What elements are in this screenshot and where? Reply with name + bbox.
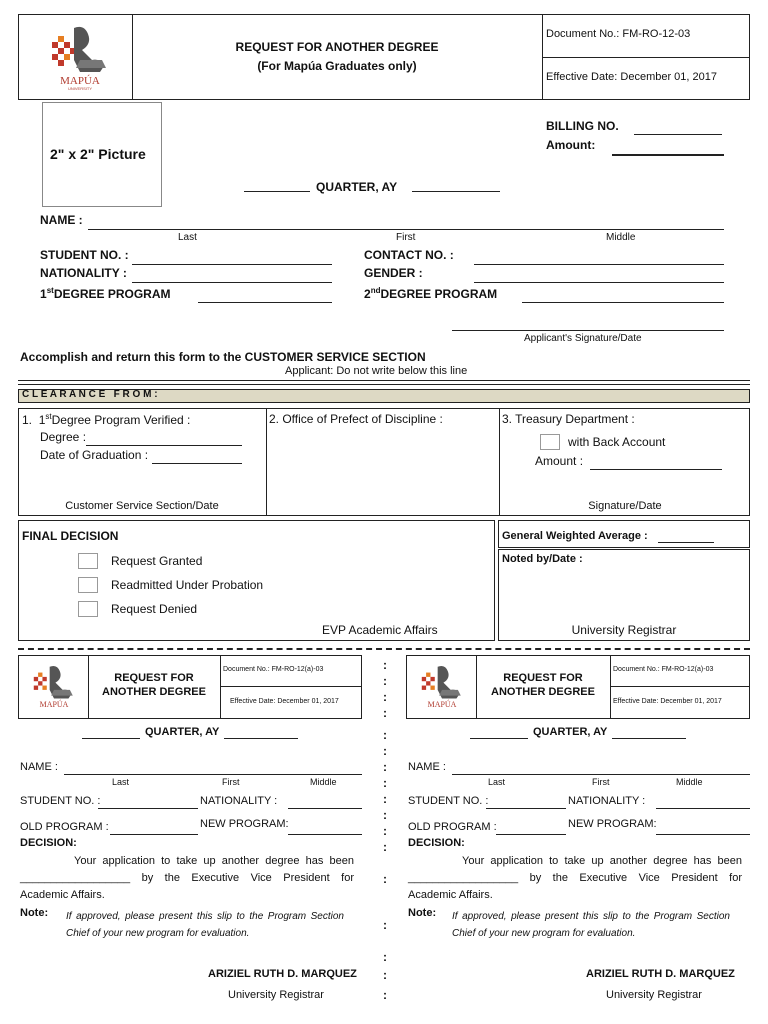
colon-sep-6: : [383, 744, 387, 758]
colon-sep-3: : [383, 690, 387, 704]
slip-left-student-no-label: STUDENT NO. : [20, 795, 101, 807]
degree-label: Degree : [40, 430, 87, 444]
first-degree-text: DEGREE PROGRAM [53, 287, 171, 301]
slip-right-registrar-name: ARIZIEL RUTH D. MARQUEZ [586, 968, 735, 980]
mapua-logo-icon [28, 660, 80, 714]
contact-no-field[interactable] [474, 264, 724, 265]
gender-field[interactable] [474, 282, 724, 283]
slip-left-note-label: Note: [20, 907, 49, 919]
slip-right-decision-label: DECISION: [408, 837, 465, 849]
slip-left-registrar-title: University Registrar [228, 989, 324, 1001]
colon-sep-10: : [383, 808, 387, 822]
clearance-1-title [22, 412, 190, 427]
gwa-field[interactable] [658, 542, 714, 543]
slip-right-note: If approved, please present this slip to the Program Section Chief of your new program for evaluation. [452, 911, 730, 939]
slip-left-new-program-label: NEW PROGRAM: [200, 818, 289, 830]
mapua-logo [44, 20, 116, 92]
request-denied-checkbox[interactable] [78, 601, 98, 617]
slip-right-old-program-field[interactable] [496, 834, 566, 835]
first-degree-sup: st [46, 286, 54, 295]
clearance-divider-1 [266, 408, 267, 516]
slip-right-new-program-field[interactable] [656, 834, 750, 835]
slip-left-div-3 [220, 686, 362, 687]
colon-sep-15: : [383, 950, 387, 964]
effective-date: Effective Date: December 01, 2017 [546, 71, 718, 83]
second-degree-field[interactable] [522, 302, 724, 303]
svg-text:MAPÚA: MAPÚA [39, 700, 69, 710]
slip-left-div-2 [220, 655, 221, 719]
slip-right-div-2 [610, 655, 611, 719]
amount-label: Amount: [546, 138, 596, 152]
second-degree-label [364, 286, 497, 301]
colon-sep-1: : [383, 658, 387, 672]
colon-sep-11: : [383, 824, 387, 838]
slip-left-body: Your application to take up another degree has been __________________ by the Executive Vice President for Academic Affairs. [20, 855, 354, 901]
clearance-2-title: 2. Office of Prefect of Discipline : [269, 412, 443, 426]
student-no-label: STUDENT NO. : [40, 248, 129, 262]
slip-left-title-2: ANOTHER DEGREE [102, 686, 206, 698]
slip-right-middle: Middle [676, 777, 703, 787]
header-divider-1 [132, 14, 133, 100]
slip-left-doc-no: Document No.: FM-RO-12(a)-03 [223, 666, 324, 673]
university-registrar-label: University Registrar [571, 623, 677, 637]
slip-left-registrar-name: ARIZIEL RUTH D. MARQUEZ [208, 968, 357, 980]
slip-right-ay-field[interactable] [612, 738, 686, 739]
final-decision-title: FINAL DECISION [22, 529, 119, 543]
slip-right-note-label: Note: [408, 907, 437, 919]
applicant-signature-line[interactable] [452, 330, 724, 331]
slip-left-last: Last [112, 777, 130, 787]
request-denied-label: Request Denied [111, 602, 198, 616]
first-degree-label [40, 286, 171, 301]
request-granted-label: Request Granted [111, 554, 203, 568]
second-degree-text: DEGREE PROGRAM [380, 287, 498, 301]
slip-right-name-field[interactable] [452, 774, 750, 775]
slip-left-logo [28, 660, 80, 714]
slip-left-nationality-label: NATIONALITY : [200, 795, 278, 807]
document-number: Document No.: FM-RO-12-03 [546, 28, 691, 40]
header-divider-3 [542, 57, 750, 58]
gwa-label: General Weighted Average : [502, 530, 648, 542]
slip-right-new-program-label: NEW PROGRAM: [568, 818, 657, 830]
readmitted-probation-checkbox[interactable] [78, 577, 98, 593]
student-no-field[interactable] [132, 264, 332, 265]
slip-right-registrar-title: University Registrar [606, 989, 702, 1001]
svg-text:UNIVERSITY: UNIVERSITY [67, 86, 93, 91]
slip-right-title-1: REQUEST FOR [503, 672, 583, 684]
colon-sep-9: : [383, 792, 387, 806]
slip-right-quarter-label: QUARTER, AY [533, 726, 608, 738]
slip-right-first: First [592, 777, 610, 787]
treasury-amount-label: Amount : [535, 454, 584, 468]
middle-caption: Middle [606, 232, 636, 243]
ay-field[interactable] [412, 191, 500, 192]
first-degree-field[interactable] [198, 302, 332, 303]
mapua-logo-icon [44, 20, 116, 92]
quarter-ay-label: QUARTER, AY [316, 180, 398, 194]
first-degree-num: 1 [40, 287, 47, 301]
svg-text:MAPÚA: MAPÚA [60, 75, 100, 87]
slip-right-doc-no: Document No.: FM-RO-12(a)-03 [613, 666, 714, 673]
colon-sep-16: : [383, 968, 387, 982]
first-caption: First [396, 232, 416, 243]
slip-right-last: Last [488, 777, 506, 787]
slip-left-note: If approved, please present this slip to the Program Section Chief of your new program for evaluation. [66, 911, 344, 939]
last-caption: Last [178, 232, 197, 243]
no-write-text: Applicant: Do not write below this line [285, 365, 468, 377]
date-graduation-field[interactable] [152, 463, 242, 464]
clearance-1-sup-num: 1 [38, 413, 46, 427]
slip-left-name-label: NAME : [20, 761, 58, 773]
slip-left-quarter-label: QUARTER, AY [145, 726, 220, 738]
slip-left-student-no-field[interactable] [98, 808, 198, 809]
slip-left-decision-label: DECISION: [20, 837, 77, 849]
second-degree-sup: nd [370, 286, 381, 295]
slip-left-old-program-label: OLD PROGRAM : [20, 821, 109, 833]
noted-by-label: Noted by/Date : [502, 553, 583, 565]
mapua-logo-icon [416, 660, 468, 714]
second-degree-num: 2 [364, 287, 371, 301]
photo-box-label: 2" x 2" Picture [50, 146, 146, 162]
instructions-text: Accomplish and return this form to the CUSTOMER SERVICE SECTION [20, 350, 426, 364]
separator-double-line [18, 380, 750, 385]
degree-field[interactable] [86, 445, 242, 446]
name-field[interactable] [88, 229, 724, 230]
applicant-signature-caption: Applicant's Signature/Date [524, 333, 642, 344]
amount-field[interactable] [612, 154, 724, 156]
clearance-3-title: 3. Treasury Department : [502, 412, 635, 426]
form-subtitle: (For Mapúa Graduates only) [257, 59, 417, 73]
slip-right-name-label: NAME : [408, 761, 446, 773]
colon-sep-4: : [383, 706, 387, 720]
contact-no-label: CONTACT NO. : [364, 248, 454, 262]
slip-left-new-program-field[interactable] [288, 834, 362, 835]
cut-line [18, 648, 750, 650]
colon-sep-12: : [383, 840, 387, 854]
clearance-1-sup: st [45, 412, 52, 421]
evp-signatory: EVP Academic Affairs [322, 623, 438, 637]
billing-no-field[interactable] [634, 134, 722, 135]
nationality-field[interactable] [132, 282, 332, 283]
clearance-1-num: 1. [22, 413, 33, 427]
slip-left-effective: Effective Date: December 01, 2017 [230, 698, 339, 705]
colon-sep-7: : [383, 760, 387, 774]
slip-left-nationality-field[interactable] [288, 808, 362, 809]
slip-right-div-3 [610, 686, 750, 687]
colon-sep-2: : [383, 674, 387, 688]
treasury-amount-field[interactable] [590, 469, 722, 470]
slip-left-name-field[interactable] [64, 774, 362, 775]
slip-left-title-1: REQUEST FOR [114, 672, 194, 684]
slip-right-old-program-label: OLD PROGRAM : [408, 821, 497, 833]
slip-right-quarter-field[interactable] [470, 738, 528, 739]
treasury-signature: Signature/Date [588, 500, 662, 512]
colon-sep-13: : [383, 872, 387, 886]
gender-label: GENDER : [364, 266, 423, 280]
clearance-header-text: C L E A R A N C E F R O M : [22, 389, 158, 400]
back-account-label: with Back Account [568, 435, 666, 449]
readmitted-probation-label: Readmitted Under Probation [111, 578, 264, 592]
customer-service-signature: Customer Service Section/Date [65, 500, 219, 512]
quarter-field[interactable] [244, 191, 310, 192]
slip-right-effective: Effective Date: December 01, 2017 [613, 698, 722, 705]
request-granted-checkbox[interactable] [78, 553, 98, 569]
slip-right-student-no-label: STUDENT NO. : [408, 795, 489, 807]
slip-right-nationality-field[interactable] [656, 808, 750, 809]
slip-right-nationality-label: NATIONALITY : [568, 795, 646, 807]
colon-sep-17: : [383, 988, 387, 1002]
date-graduation-label: Date of Graduation : [40, 448, 149, 462]
slip-right-logo [416, 660, 468, 714]
slip-right-student-no-field[interactable] [486, 808, 566, 809]
form-title: REQUEST FOR ANOTHER DEGREE [235, 40, 439, 54]
slip-left-ay-field[interactable] [224, 738, 298, 739]
svg-text:MAPÚA: MAPÚA [427, 700, 457, 710]
clearance-1-title-text: Degree Program Verified : [51, 413, 191, 427]
slip-left-middle: Middle [310, 777, 337, 787]
billing-no-label: BILLING NO. [546, 119, 619, 133]
back-account-checkbox[interactable] [540, 434, 560, 450]
colon-sep-14: : [383, 918, 387, 932]
slip-left-quarter-field[interactable] [82, 738, 140, 739]
nationality-label: NATIONALITY : [40, 266, 127, 280]
name-label: NAME : [40, 213, 83, 227]
slip-right-title-2: ANOTHER DEGREE [491, 686, 595, 698]
colon-sep-5: : [383, 728, 387, 742]
slip-right-body: Your application to take up another degree has been __________________ by the Executive Vice President for Academic Affairs. [408, 855, 742, 901]
slip-left-first: First [222, 777, 240, 787]
slip-left-old-program-field[interactable] [110, 834, 198, 835]
colon-sep-8: : [383, 776, 387, 790]
